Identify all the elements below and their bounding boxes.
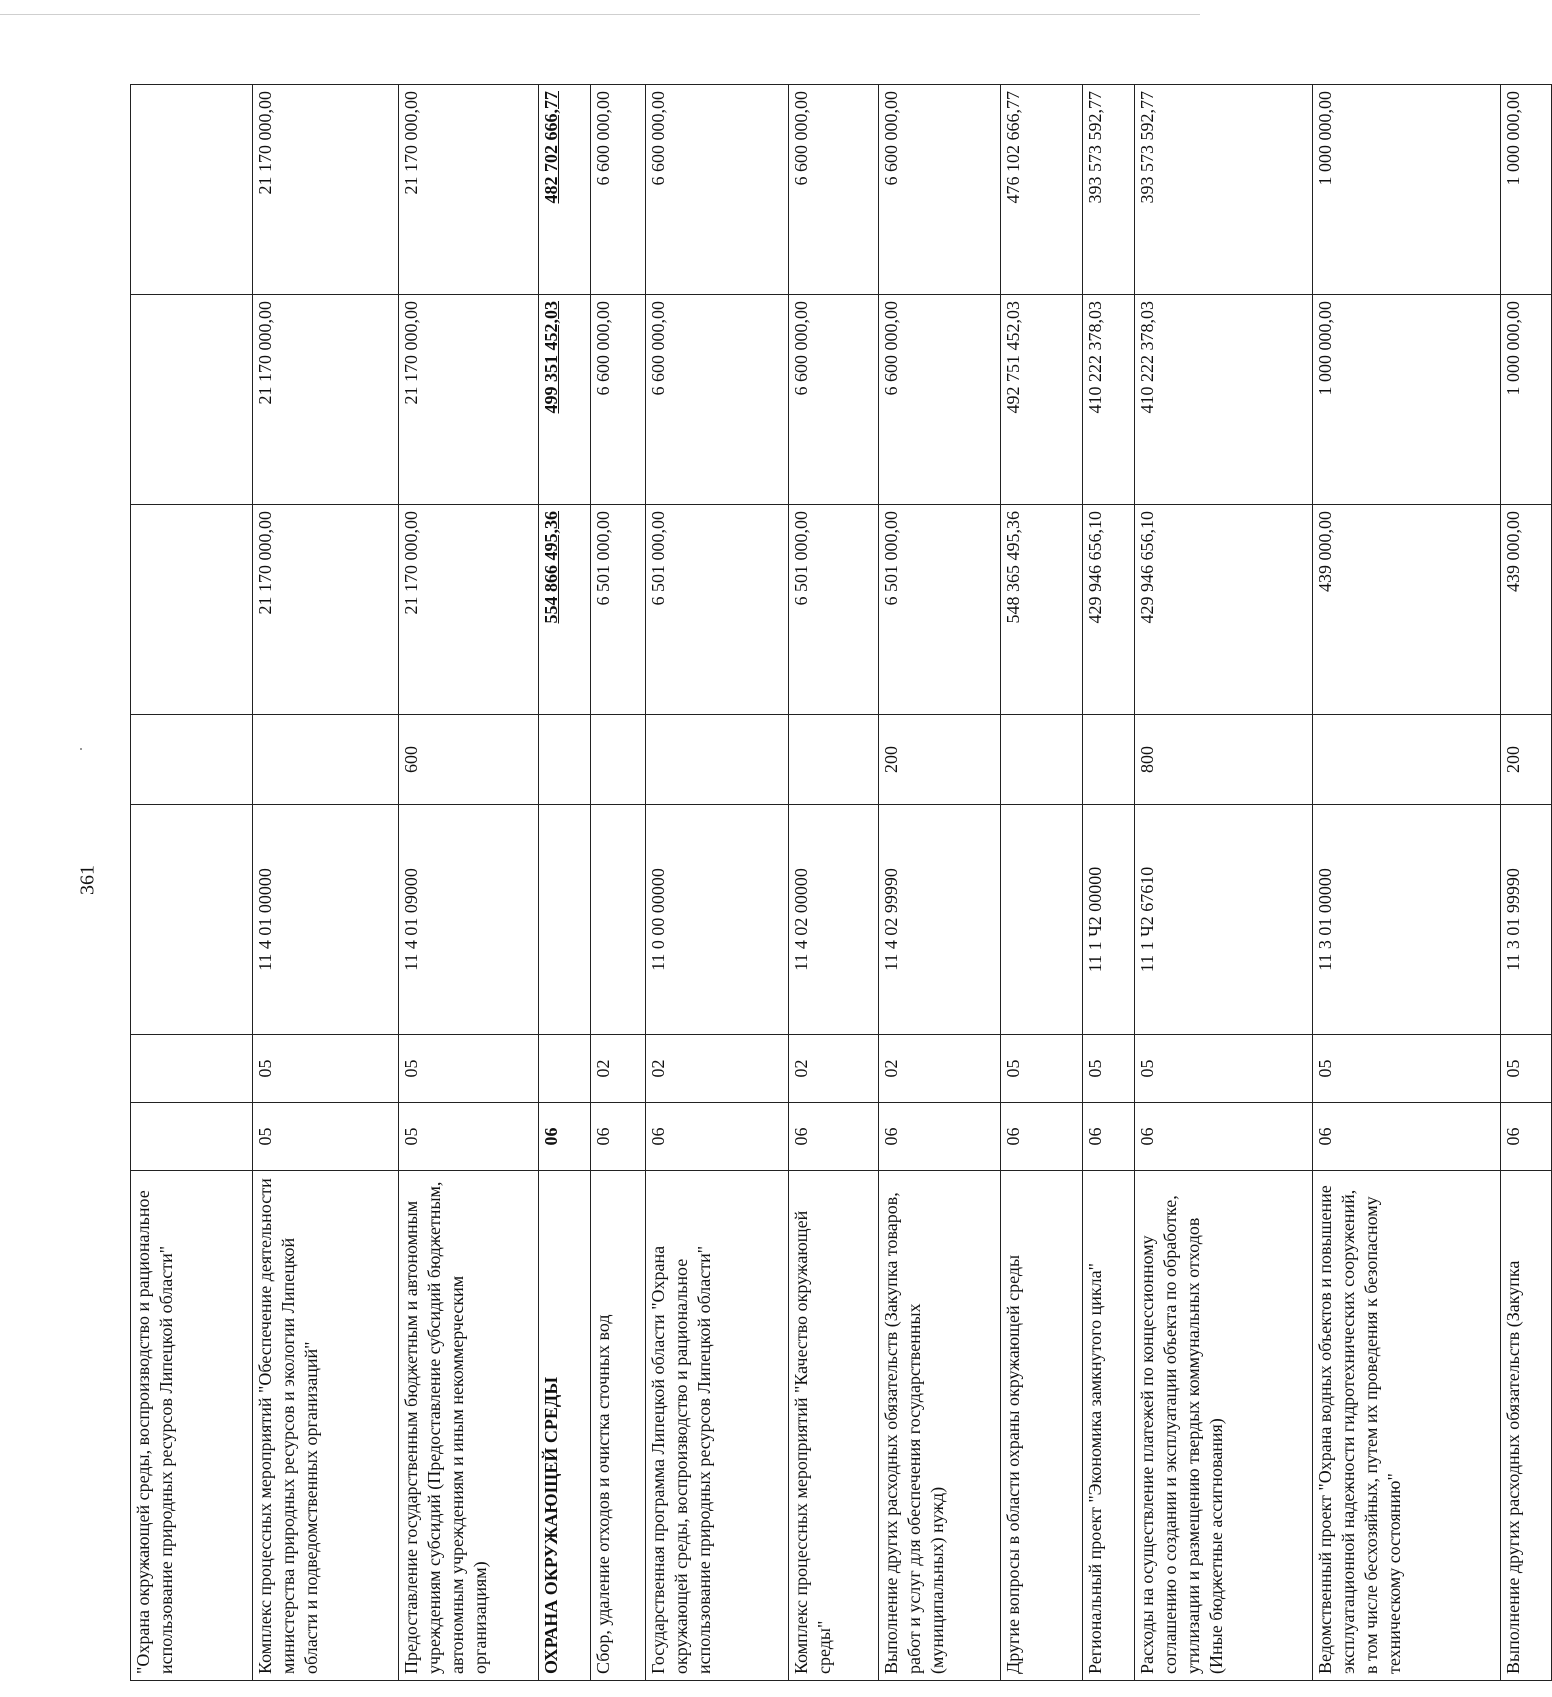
row-name-cell: Региональный проект "Экономика замкнутого цикла" bbox=[1083, 1171, 1135, 1681]
table-row bbox=[131, 85, 253, 1681]
expense-kind-cell bbox=[1001, 715, 1083, 805]
target-article-cell: 11 3 01 99990 bbox=[1501, 805, 1552, 1035]
table-body bbox=[131, 85, 1552, 1681]
table-row bbox=[789, 85, 879, 1681]
subsection-code-cell: 02 bbox=[789, 1035, 879, 1103]
amount-year1-cell: 439 000,00 bbox=[1501, 505, 1552, 715]
target-article-cell: 11 4 02 99990 bbox=[879, 805, 1001, 1035]
expense-kind-cell bbox=[253, 715, 399, 805]
amount-year1-cell: 429 946 656,10 bbox=[1135, 505, 1313, 715]
amount-year2-cell: 21 170 000,00 bbox=[399, 295, 539, 505]
amount-year2-cell: 492 751 452,03 bbox=[1001, 295, 1083, 505]
amount-year2-cell: 6 600 000,00 bbox=[789, 295, 879, 505]
subsection-code-cell: 02 bbox=[646, 1035, 789, 1103]
amount-year2-cell: 499 351 452,03 bbox=[539, 295, 591, 505]
section-code-cell: 06 bbox=[1501, 1103, 1552, 1171]
row-name-cell: Сбор, удаление отходов и очистка сточных вод bbox=[591, 1171, 646, 1681]
section-code-cell: 06 bbox=[1001, 1103, 1083, 1171]
expense-kind-cell bbox=[539, 715, 591, 805]
amount-year2-cell: 6 600 000,00 bbox=[879, 295, 1001, 505]
amount-year3-cell: 6 600 000,00 bbox=[789, 85, 879, 295]
amount-year2-cell: 6 600 000,00 bbox=[646, 295, 789, 505]
row-name-cell: Расходы на осуществление платежей по концессионному соглашению о создании и эксплуатации объекта по обработке, утилизации и размещению твердых коммунальных отходов (Иные бюджетные ассигнования) bbox=[1135, 1171, 1313, 1681]
section-code-cell: 06 bbox=[646, 1103, 789, 1171]
amount-year3-cell: 6 600 000,00 bbox=[879, 85, 1001, 295]
amount-year2-cell: 410 222 378,03 bbox=[1135, 295, 1313, 505]
section-code-cell: 06 bbox=[539, 1103, 591, 1171]
rotated-table-frame bbox=[130, 85, 1523, 1681]
target-article-cell: 11 0 00 00000 bbox=[646, 805, 789, 1035]
subsection-code-cell: 05 bbox=[1001, 1035, 1083, 1103]
table-row bbox=[253, 85, 399, 1681]
amount-year2-cell: 6 600 000,00 bbox=[591, 295, 646, 505]
table-row bbox=[1501, 85, 1552, 1681]
row-name-cell: Государственная программа Липецкой области "Охрана окружающей среды, воспроизводство и рациональное использование природных ресурсов Липецкой области" bbox=[646, 1171, 789, 1681]
amount-year3-cell bbox=[131, 85, 253, 295]
subsection-code-cell bbox=[539, 1035, 591, 1103]
expense-kind-cell bbox=[789, 715, 879, 805]
section-code-cell: 05 bbox=[253, 1103, 399, 1171]
amount-year1-cell: 6 501 000,00 bbox=[591, 505, 646, 715]
target-article-cell bbox=[131, 805, 253, 1035]
table-row bbox=[591, 85, 646, 1681]
section-code-cell bbox=[131, 1103, 253, 1171]
row-name-cell: Ведомственный проект "Охрана водных объектов и повышение эксплуатационной надежности гидротехнических сооружений, в том числе бесхозяйных, путем их проведения к безопасному техническому состоянию" bbox=[1313, 1171, 1501, 1681]
amount-year2-cell: 410 222 378,03 bbox=[1083, 295, 1135, 505]
row-name-cell: Комплекс процессных мероприятий "Качество окружающей среды" bbox=[789, 1171, 879, 1681]
expense-kind-cell bbox=[591, 715, 646, 805]
target-article-cell: 11 4 01 00000 bbox=[253, 805, 399, 1035]
amount-year1-cell: 6 501 000,00 bbox=[646, 505, 789, 715]
section-code-cell: 06 bbox=[1083, 1103, 1135, 1171]
amount-year1-cell bbox=[131, 505, 253, 715]
subsection-code-cell: 05 bbox=[399, 1035, 539, 1103]
amount-year3-cell: 6 600 000,00 bbox=[591, 85, 646, 295]
amount-year1-cell: 21 170 000,00 bbox=[399, 505, 539, 715]
amount-year3-cell: 21 170 000,00 bbox=[399, 85, 539, 295]
subsection-code-cell: 05 bbox=[1313, 1035, 1501, 1103]
target-article-cell: 11 1 Ч2 00000 bbox=[1083, 805, 1135, 1035]
table-row bbox=[399, 85, 539, 1681]
subsection-code-cell: 05 bbox=[253, 1035, 399, 1103]
amount-year2-cell bbox=[131, 295, 253, 505]
section-code-cell: 06 bbox=[591, 1103, 646, 1171]
section-code-cell: 05 bbox=[399, 1103, 539, 1171]
expense-kind-cell bbox=[131, 715, 253, 805]
expense-kind-cell: 600 bbox=[399, 715, 539, 805]
amount-year2-cell: 21 170 000,00 bbox=[253, 295, 399, 505]
expense-kind-cell: 200 bbox=[1501, 715, 1552, 805]
expense-kind-cell: 800 bbox=[1135, 715, 1313, 805]
amount-year3-cell: 393 573 592,77 bbox=[1083, 85, 1135, 295]
table-row bbox=[1001, 85, 1083, 1681]
amount-year1-cell: 21 170 000,00 bbox=[253, 505, 399, 715]
row-name-cell: "Охрана окружающей среды, воспроизводство и рациональное использование природных ресурсов Липецкой области" bbox=[131, 1171, 253, 1681]
table-row bbox=[1083, 85, 1135, 1681]
scan-speck bbox=[80, 748, 82, 750]
section-code-cell: 06 bbox=[879, 1103, 1001, 1171]
amount-year2-cell: 1 000 000,00 bbox=[1313, 295, 1501, 505]
amount-year3-cell: 482 702 666,77 bbox=[539, 85, 591, 295]
target-article-cell: 11 1 Ч2 67610 bbox=[1135, 805, 1313, 1035]
row-name-cell: Другие вопросы в области охраны окружающей среды bbox=[1001, 1171, 1083, 1681]
scan-top-edge bbox=[0, 14, 1200, 15]
table-row bbox=[1313, 85, 1501, 1681]
row-name-cell: Выполнение других расходных обязательств (Закупка bbox=[1501, 1171, 1552, 1681]
budget-table bbox=[130, 84, 1552, 1681]
subsection-code-cell: 05 bbox=[1501, 1035, 1552, 1103]
subsection-code-cell: 05 bbox=[1135, 1035, 1313, 1103]
amount-year1-cell: 439 000,00 bbox=[1313, 505, 1501, 715]
table-row bbox=[539, 85, 591, 1681]
amount-year1-cell: 6 501 000,00 bbox=[879, 505, 1001, 715]
target-article-cell bbox=[539, 805, 591, 1035]
expense-kind-cell bbox=[646, 715, 789, 805]
table-row bbox=[1135, 85, 1313, 1681]
amount-year3-cell: 1 000 000,00 bbox=[1313, 85, 1501, 295]
subsection-code-cell: 05 bbox=[1083, 1035, 1135, 1103]
amount-year3-cell: 6 600 000,00 bbox=[646, 85, 789, 295]
row-name-cell: Комплекс процессных мероприятий "Обеспечение деятельности министерства природных ресурсов и экологии Липецкой области и подведомственных организаций" bbox=[253, 1171, 399, 1681]
amount-year3-cell: 21 170 000,00 bbox=[253, 85, 399, 295]
section-code-cell: 06 bbox=[1135, 1103, 1313, 1171]
subsection-code-cell: 02 bbox=[879, 1035, 1001, 1103]
amount-year3-cell: 393 573 592,77 bbox=[1135, 85, 1313, 295]
amount-year1-cell: 548 365 495,36 bbox=[1001, 505, 1083, 715]
subsection-code-cell bbox=[131, 1035, 253, 1103]
row-name-cell: ОХРАНА ОКРУЖАЮЩЕЙ СРЕДЫ bbox=[539, 1171, 591, 1681]
target-article-cell bbox=[591, 805, 646, 1035]
amount-year1-cell: 429 946 656,10 bbox=[1083, 505, 1135, 715]
target-article-cell: 11 4 02 00000 bbox=[789, 805, 879, 1035]
page-number: 361 bbox=[76, 865, 99, 895]
amount-year3-cell: 1 000 000,00 bbox=[1501, 85, 1552, 295]
target-article-cell bbox=[1001, 805, 1083, 1035]
expense-kind-cell bbox=[1313, 715, 1501, 805]
row-name-cell: Предоставление государственным бюджетным и автономным учреждениям субсидий (Предоставление субсидий бюджетным, автономным учреждениям и иным некоммерческим организациям) bbox=[399, 1171, 539, 1681]
target-article-cell: 11 4 01 09000 bbox=[399, 805, 539, 1035]
amount-year3-cell: 476 102 666,77 bbox=[1001, 85, 1083, 295]
section-code-cell: 06 bbox=[1313, 1103, 1501, 1171]
target-article-cell: 11 3 01 00000 bbox=[1313, 805, 1501, 1035]
amount-year1-cell: 6 501 000,00 bbox=[789, 505, 879, 715]
amount-year1-cell: 554 866 495,36 bbox=[539, 505, 591, 715]
table-row bbox=[646, 85, 789, 1681]
amount-year2-cell: 1 000 000,00 bbox=[1501, 295, 1552, 505]
expense-kind-cell: 200 bbox=[879, 715, 1001, 805]
expense-kind-cell bbox=[1083, 715, 1135, 805]
row-name-cell: Выполнение других расходных обязательств (Закупка товаров, работ и услуг для обеспечения государственных (муниципальных) нужд) bbox=[879, 1171, 1001, 1681]
table-row bbox=[879, 85, 1001, 1681]
section-code-cell: 06 bbox=[789, 1103, 879, 1171]
subsection-code-cell: 02 bbox=[591, 1035, 646, 1103]
